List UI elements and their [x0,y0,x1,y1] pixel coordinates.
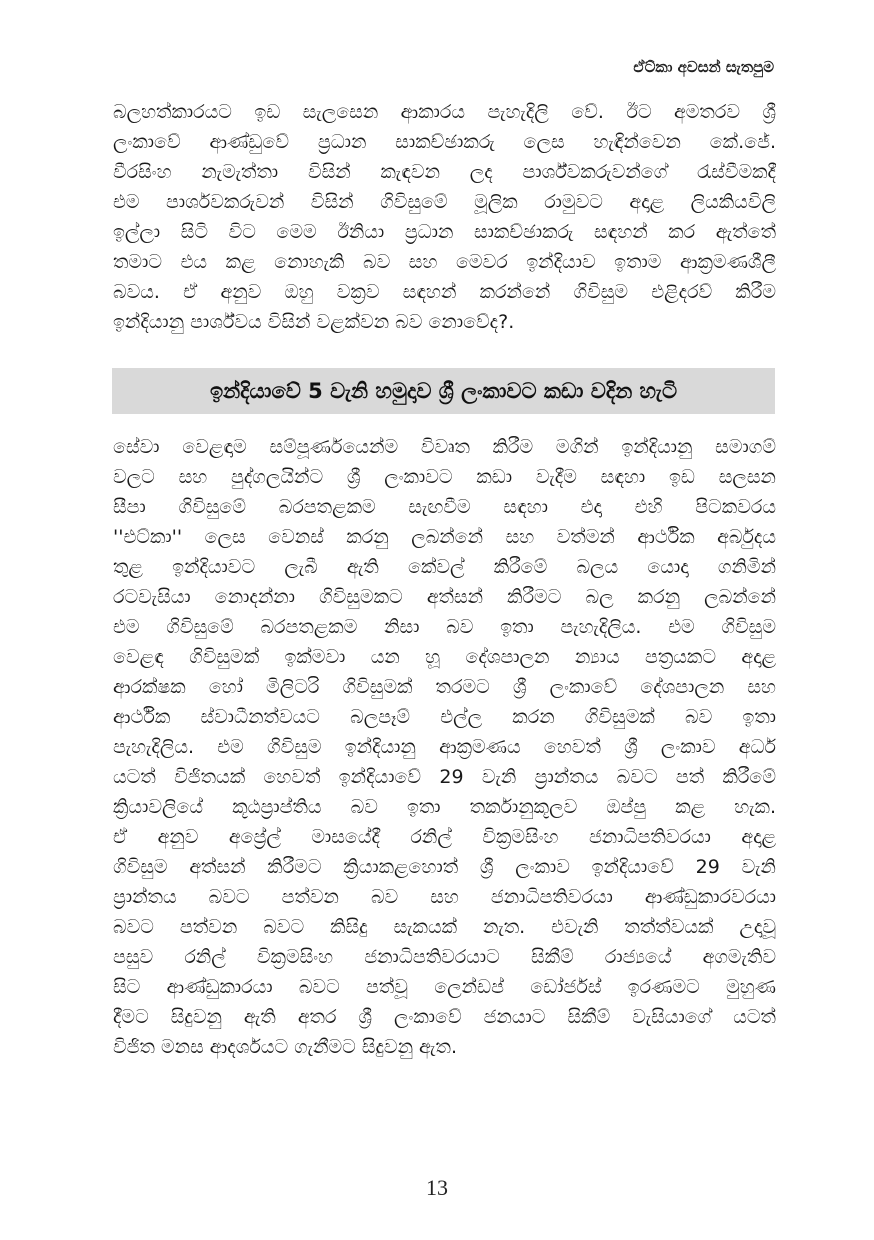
text-line: ඉල්ලා සිටි විට මෙම ඊනියා ප්‍රධාන සාකච්ඡාකරු සඳහන් කර ඇත්තේ [113,221,776,243]
text-line: තුළ ඉන්දියාවට ලැබී ඇති කේවල් කිරීමේ බලය යොදා ගනිමින් [113,556,776,578]
text-line: එම පාර්ශවකරුවන් විසින් ගිවිසුමේ මූලික රාමුවට අදාළ ලියකියවිලි [113,191,776,213]
text-line: බවට පත්වන බවට කිසිදු සැකයක් නැත. එවැනි තත්ත්වයක් උදාවූ [113,916,776,938]
text-line: යටත් විජිතයක් හෙවත් ඉන්දියාවේ 29 වැනි ප්‍රාන්තය බවට පත් කිරීමේ [113,766,776,788]
text-line: ආරක්ෂක හෝ මිලිටරි ගිවිසුමක් තරමට ශ්‍රී ලංකාවේ දේශපාලන සහ [113,676,776,698]
text-line: ''එට්කා'' ලෙස වෙනස් කරනු ලබන්නේ සහ වත්මන් ආර්ථික අර්බුදය [113,526,776,548]
text-line: දීමට සිදුවනු ඇති අතර ශ්‍රී ලංකාවේ ජනයාට සිකීම් වැසියාගේ යටත් [113,1006,776,1028]
text-line: රටවැසියා නොදන්නා ගිවිසුමකට අත්සන් කිරීමට බල කරනු ලබන්නේ [113,586,776,608]
text-line: වෙළඳ ගිවිසුමක් ඉක්මවා යන හූ දේශපාලන න්‍යාය පත්‍රයකට අදාළ [113,646,776,668]
text-line: ගිවිසුම අත්සන් කිරීමට ක්‍රියාකළහොත් ශ්‍රී ලංකාව ඉන්දියාවේ 29 වැනි [113,856,776,878]
text-line: ආර්ථික ස්වාධීනත්වයට බලපෑම් එල්ල කරන ගිවිසුමක් බව ඉතා [113,706,776,728]
text-line: ලංකාවේ ආණ්ඩුවේ ප්‍රධාන සාකච්ඡාකරු ලෙස හැඳින්වෙන කේ.ජේ. [113,131,776,153]
text-line: පසුව රනිල් වික්‍රමසිංහ ජනාධිපතිවරයාට සිකීම් රාජ්‍යයේ අගමැතිව [113,946,776,968]
text-line: බලහත්කාරයට ඉඩ සැලසෙන ආකාරය පැහැදිලි වේ. ඊට අමතරව ශ්‍රී [113,101,776,123]
text-line: එම ගිවිසුමේ බරපතළකම නිසා බව ඉතා පැහැදිලිය. එම ගිවිසුම [113,616,776,638]
text-line: විජිත මනස ආදර්ශයට ගැනීමට සිදුවනු ඇත. [113,1036,458,1058]
text-line: වලට සහ පුද්ගලයින්ට ශ්‍රී ලංකාවට කඩා වැදීම සඳහා ඉඩ සලසන [113,466,776,488]
text-line: පැහැදිලිය. එම ගිවිසුම ඉන්දියානු ආක්‍රමණය හෙවත් ශ්‍රී ලංකාව අර්ධ [113,736,776,758]
text-line: තමාට එය කළ නොහැකි බව සහ මෙවර ඉන්දියාව ඉතාම ආක්‍රමණශීලී [113,251,776,273]
running-header-title: ඒට්කා අවසන් සැතපුම [633,58,774,76]
paragraph-1 [113,97,776,337]
page-number: 13 [426,1175,448,1200]
section-heading: ඉන්දියාවේ 5 වැනි හමුදාව ශ්‍රී ලංකාවට කඩා වදින හැටි [112,368,775,414]
text-line: සේවා වෙළඳාම සම්පූර්ණයෙන්ම විවෘත කිරීම මගින් ඉන්දියානු සමාගම් [113,436,776,458]
text-line: වීරසිංහ නැමැත්තා විසින් කැඳවන ලද පාර්ශ්වකරුවන්ගේ රැස්වීමකදී [113,161,776,183]
text-line: ක්‍රියාවලියේ කූඨප්‍රාප්තිය බව ඉතා තර්කානුකූලව ඔප්පු කළ හැක. [113,796,776,818]
text-line: ප්‍රාන්තය බවට පත්වන බව සහ ජනාධිපතිවරයා ආණ්ඩුකාරවරයා [113,886,776,908]
paragraph-2 [113,432,776,1062]
text-line: බවය. ඒ අනුව ඔහු වක්‍රව සඳහන් කරන්නේ ගිවිසුම එළිදරව් කිරීම [113,281,776,303]
text-line: ඒ අනුව අප්‍රේල් මාසයේදී රනිල් වික්‍රමසිංහ ජනාධිපතිවරයා අදාළ [113,826,776,848]
text-line: සීපා ගිවිසුමේ බරපතළකම සැඟවීම සඳහා එදා එහි පිටකවරය [113,496,776,518]
text-line: ඉන්දියානු පාර්ශ්වය විසින් වළක්වන බව නොවේද?. [113,311,515,333]
text-line: සිට ආණ්ඩුකාරයා බවට පත්වූ ලෙන්ඩප් ඩෝර්ජස් ඉරණමට මුහුණ [113,976,776,998]
